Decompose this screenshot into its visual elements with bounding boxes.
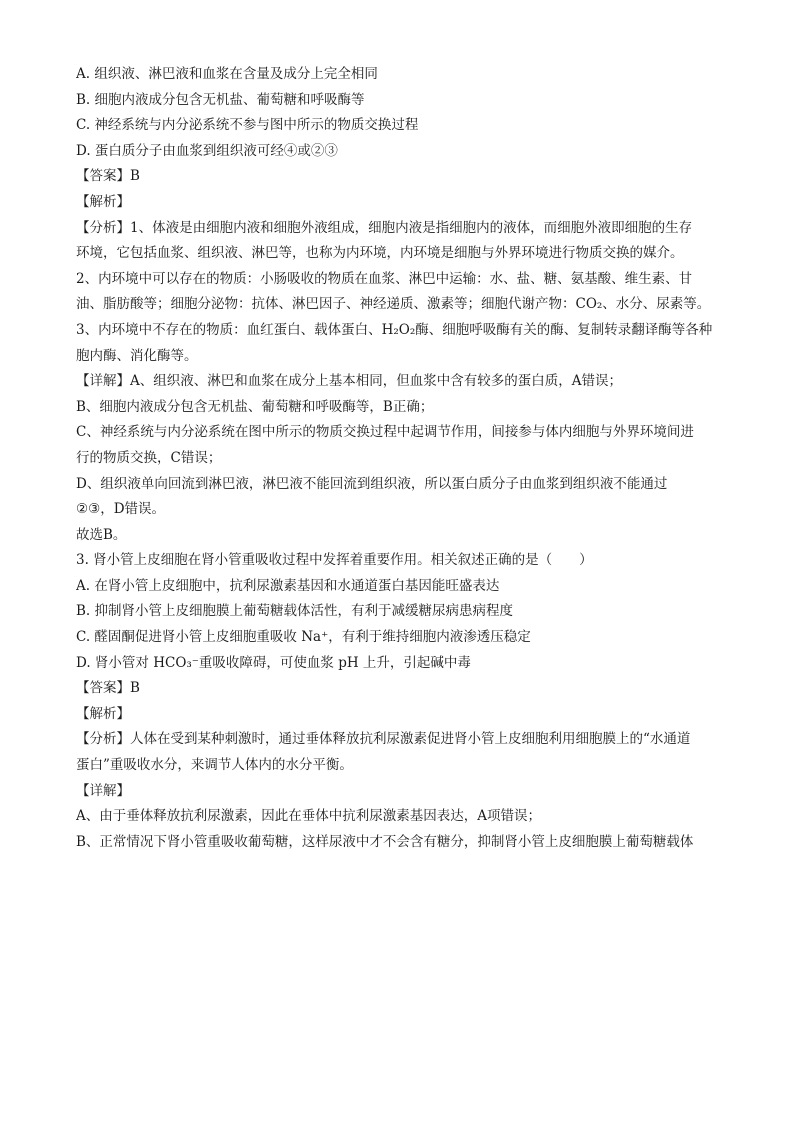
answer-label: 【答案】B xyxy=(76,168,140,185)
option-a: A. 组织液、淋巴液和血浆在含量及成分上完全相同 xyxy=(76,66,378,82)
detail-c-cont: 行的物质交换，C错误； xyxy=(76,449,222,466)
q3-option-d: D. 肾小管对 HCO₃⁻重吸收障碍，可使血浆 pH 上升，引起碱中毒 xyxy=(76,654,471,671)
q3-analysis: 【分析】人体在受到某种刺激时，通过垂体释放抗利尿激素促进肾小管上皮细胞利用细胞膜上的“水通道 xyxy=(76,731,691,748)
q3-detail-heading: 【详解】 xyxy=(76,782,130,799)
question-3-stem: 3. 肾小管上皮细胞在肾小管重吸收过程中发挥着重要作用。相关叙述正确的是（ ） xyxy=(76,552,593,569)
analysis-paragraph-2-cont: 油、脂肪酸等；细胞分泌物：抗体、淋巴因子、神经递质、激素等；细胞代谢产物：CO₂、水分、尿素等。 xyxy=(76,296,711,313)
detail-c: C、神经系统与内分泌系统在图中所示的物质交换过程中起调节作用，间接参与体内细胞与外界环境间进 xyxy=(76,424,694,441)
analysis-paragraph-2: 2、内环境中可以存在的物质：小肠吸收的物质在血浆、淋巴中运输：水、盐、糖、氨基酸、维生素、甘 xyxy=(76,270,693,287)
q3-option-a: A. 在肾小管上皮细胞中，抗利尿激素基因和水通道蛋白基因能旺盛表达 xyxy=(76,577,500,594)
q3-answer-label: 【答案】B xyxy=(76,680,140,697)
analysis-paragraph-3-cont: 胞内酶、消化酶等。 xyxy=(76,347,198,364)
conclusion: 故选B。 xyxy=(76,526,127,543)
q3-detail-a: A、由于垂体释放抗利尿激素，因此在垂体中抗利尿激素基因表达，A项错误； xyxy=(76,808,541,825)
detail-b: B、细胞内液成分包含无机盐、葡萄糖和呼吸酶等，B正确； xyxy=(76,398,434,415)
detail-a: 【详解】A、组织液、淋巴和血浆在成分上基本相同，但血浆中含有较多的蛋白质，A错误； xyxy=(76,373,622,390)
detail-d: D、组织液单向回流到淋巴液，淋巴液不能回流到组织液，所以蛋白质分子由血浆到组织液不能通过 xyxy=(76,475,668,492)
document-page xyxy=(76,62,726,855)
analysis-heading: 【解析】 xyxy=(76,193,130,210)
analysis-paragraph-1: 【分析】1、体液是由细胞内液和细胞外液组成，细胞内液是指细胞内的液体，而细胞外液即细胞的生存 xyxy=(76,219,693,236)
analysis-paragraph-3: 3、内环境中不存在的物质：血红蛋白、载体蛋白、H₂O₂酶、细胞呼吸酶有关的酶、复制转录翻译酶等各种 xyxy=(76,321,713,338)
detail-d-cont: ②③，D错误。 xyxy=(76,501,166,518)
analysis-paragraph-1-cont: 环境，它包括血浆、组织液、淋巴等，也称为内环境，内环境是细胞与外界环境进行物质交换的媒介。 xyxy=(76,245,684,262)
q3-analysis-heading: 【解析】 xyxy=(76,705,130,722)
q3-detail-b: B、正常情况下肾小管重吸收葡萄糖，这样尿液中才不会含有糖分，抑制肾小管上皮细胞膜上葡萄糖载体 xyxy=(76,833,694,850)
q3-analysis-cont: 蛋白”重吸收水分，来调节人体内的水分平衡。 xyxy=(76,757,353,774)
option-b: B. 细胞内液成分包含无机盐、葡萄糖和呼吸酶等 xyxy=(76,91,365,108)
option-d: D. 蛋白质分子由血浆到组织液可经④或②③ xyxy=(76,142,338,159)
option-c: C. 神经系统与内分泌系统不参与图中所示的物质交换过程 xyxy=(76,117,419,134)
q3-option-b: B. 抑制肾小管上皮细胞膜上葡萄糖载体活性，有利于减缓糖尿病患病程度 xyxy=(76,603,514,620)
q3-option-c: C. 醛固酮促进肾小管上皮细胞重吸收 Na⁺，有利于维持细胞内液渗透压稳定 xyxy=(76,629,531,646)
